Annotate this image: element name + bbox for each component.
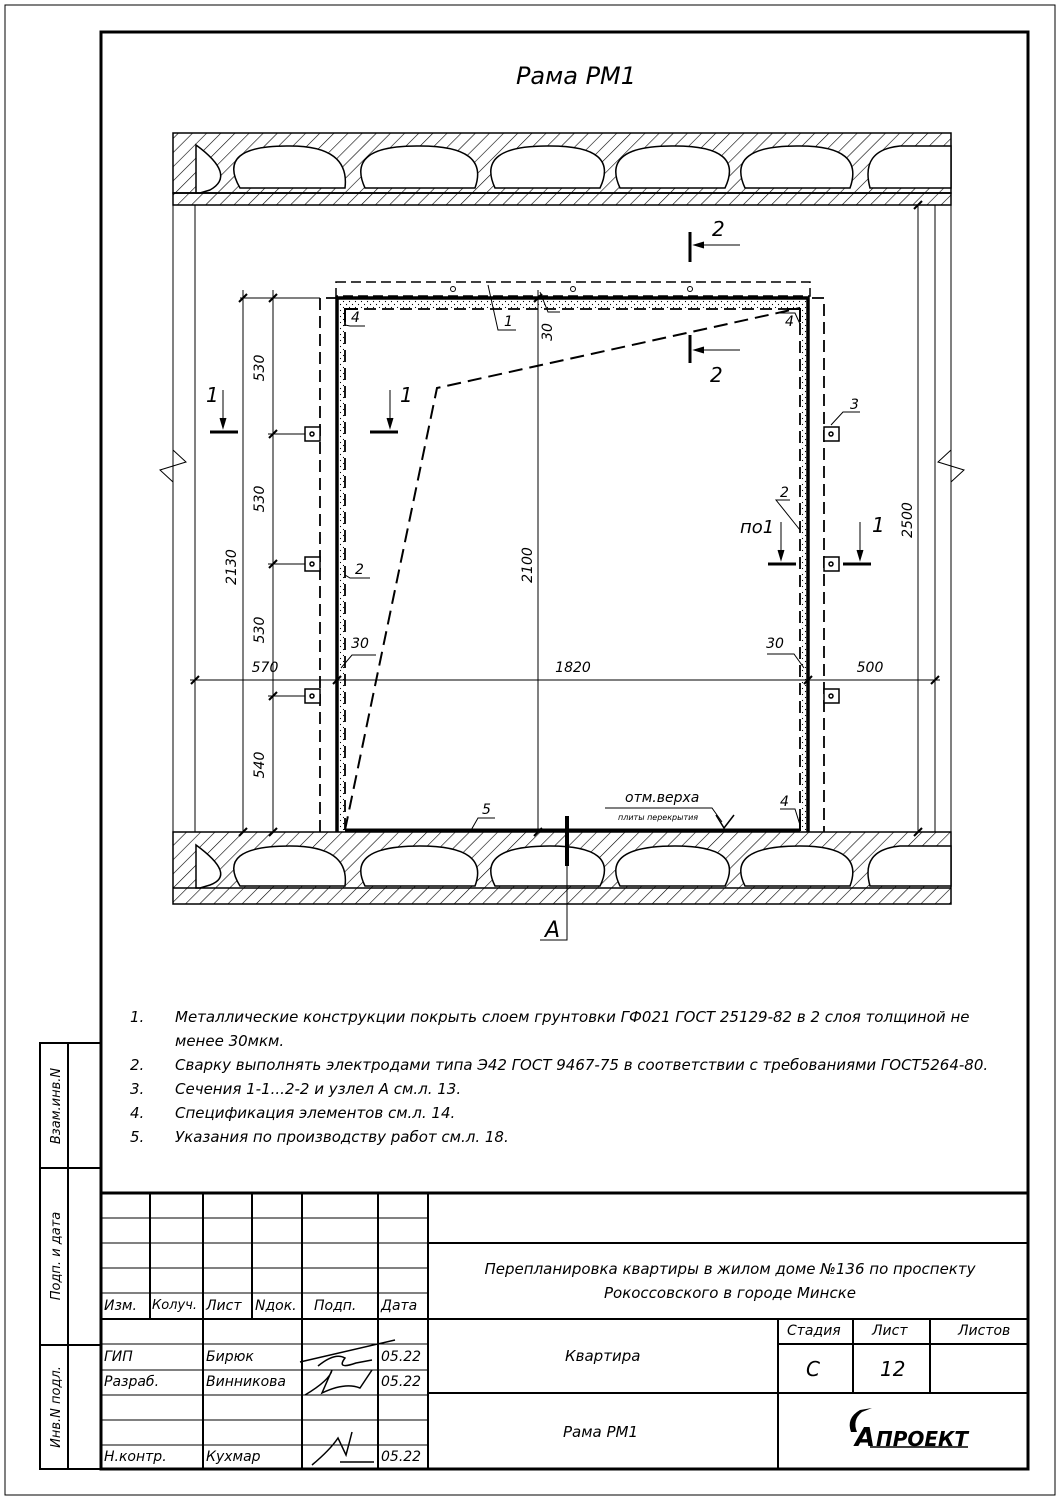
side-vzam: Взам.инв.N: [49, 1067, 64, 1145]
section-po1: по1: [740, 517, 775, 538]
dim-530-c: 530: [252, 616, 268, 644]
dim-570: 570: [251, 660, 279, 676]
role-gip: ГИП: [104, 1349, 133, 1365]
header-koluch: Колуч.: [152, 1298, 197, 1313]
stage-value: С: [806, 1357, 820, 1381]
signature-nkontr: [312, 1432, 374, 1465]
dim-530-a: 530: [252, 354, 268, 382]
sheet-label: Лист: [872, 1323, 908, 1339]
notes-list: [130, 1005, 990, 1149]
company-logo-mark: А: [855, 1423, 876, 1453]
dim-1820: 1820: [555, 660, 591, 676]
leader-5: 5: [482, 802, 491, 818]
section-1-left-a: 1: [206, 383, 219, 407]
note-item: [130, 1005, 990, 1053]
leader-lines: [341, 285, 860, 832]
company-logo: [850, 1408, 970, 1453]
note-text: Металлические конструкции покрыть слоем грунтовки ГФ021 ГОСТ 25129-82 в 2 слоя толщиной не менее 30мкм.: [175, 1008, 970, 1050]
role-nkontr: Н.контр.: [104, 1449, 167, 1465]
project-name: Перепланировка квартиры в жилом доме №136 по проспекту Рокоссовского в городе Минске: [484, 1260, 976, 1302]
bottom-floor-slab: [173, 832, 951, 904]
company-logo-text: ПРОЕКТ: [876, 1427, 969, 1451]
note-item: [130, 1077, 990, 1101]
note-text: Указания по производству работ см.л. 18.: [175, 1128, 509, 1146]
name-gip: Бирюк: [206, 1349, 254, 1365]
date-razrab: 05.22: [381, 1374, 422, 1390]
leader-4-tr: 4: [785, 314, 794, 330]
section-2-bottom: 2: [710, 363, 723, 387]
section-1-left-b: 1: [400, 383, 413, 407]
header-ndok: Nдок.: [255, 1298, 297, 1314]
section-2-top: 2: [712, 217, 725, 241]
note-item: [130, 1053, 990, 1077]
name-nkontr: Кухмар: [206, 1449, 261, 1465]
section-1-right: 1: [872, 513, 885, 537]
side-stamp-labels: [49, 1068, 64, 1448]
note-text: Сварку выполнять электродами типа Э42 ГОСТ 9467-75 в соответствии с требованиями ГОСТ5264-80.: [175, 1056, 989, 1074]
dimension-texts: [224, 323, 916, 778]
dim-2100: 2100: [520, 547, 536, 583]
drawing-title: Рама РМ1: [515, 62, 637, 90]
header-list: Лист: [206, 1298, 242, 1314]
dim-30-right: 30: [766, 636, 784, 652]
level-mark-top: отм.верха: [625, 790, 700, 806]
stage-label: Стадия: [787, 1323, 841, 1339]
sheet-value: 12: [880, 1357, 906, 1381]
side-podp: Подп. и дата: [49, 1211, 64, 1301]
node-a-label: А: [545, 918, 561, 943]
frame-rm1: [320, 282, 824, 832]
sheet-name: Рама РМ1: [563, 1423, 639, 1441]
leader-1: 1: [504, 314, 513, 330]
note-item: [130, 1101, 990, 1125]
date-gip: 05.22: [381, 1349, 422, 1365]
header-podp: Подп.: [314, 1298, 357, 1314]
dim-540: 540: [252, 751, 268, 779]
frame-border: [101, 32, 1028, 1469]
leader-2-left: 2: [355, 562, 364, 578]
signature-razrab: [305, 1370, 372, 1395]
top-floor-slab: [173, 133, 951, 205]
note-num: 1.: [130, 1008, 145, 1026]
header-data: Дата: [381, 1298, 418, 1314]
note-num: 4.: [130, 1104, 145, 1122]
note-num: 3.: [130, 1080, 145, 1098]
leader-2-right: 2: [780, 485, 789, 501]
dim-530-b: 530: [252, 485, 268, 513]
date-nkontr: 05.22: [381, 1449, 422, 1465]
dim-2500: 2500: [900, 502, 916, 538]
note-text: Спецификация элементов см.л. 14.: [175, 1104, 456, 1122]
level-mark-bottom: плиты перекрытия: [618, 813, 699, 822]
note-num: 5.: [130, 1128, 145, 1146]
dim-30-left: 30: [351, 636, 369, 652]
note-num: 2.: [130, 1056, 145, 1074]
dim-500: 500: [856, 660, 884, 676]
note-text: Сечения 1-1...2-2 и узлел А см.л. 13.: [175, 1080, 462, 1098]
name-razrab: Винникова: [206, 1374, 286, 1390]
dim-30-top: 30: [540, 323, 556, 341]
leader-3: 3: [850, 397, 859, 413]
sheets-label: Листов: [958, 1323, 1011, 1339]
leader-4-tl: 4: [351, 310, 360, 326]
side-inv: Инв.N подл.: [49, 1366, 64, 1448]
dim-2130: 2130: [224, 549, 240, 585]
object-name: Квартира: [565, 1347, 641, 1365]
leader-4-br: 4: [780, 794, 789, 810]
role-razrab: Разраб.: [104, 1374, 160, 1390]
header-izm: Изм.: [104, 1298, 137, 1314]
note-item: [130, 1125, 990, 1149]
